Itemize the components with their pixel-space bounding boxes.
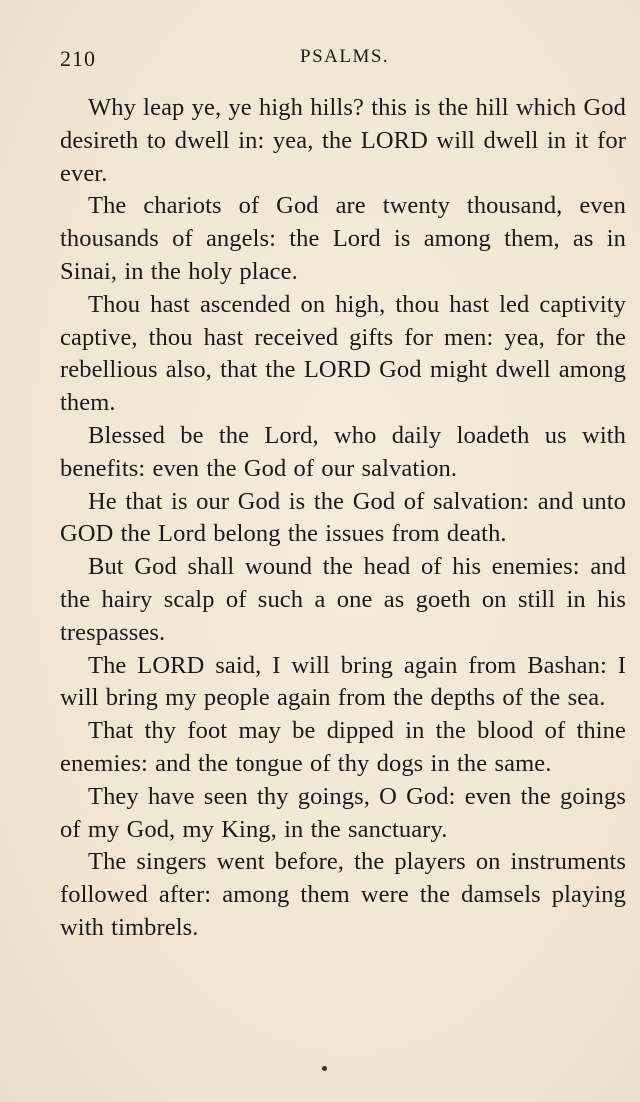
- verse-list: [60, 92, 626, 945]
- verse-paragraph: Why leap ye, ye high hills? this is the hill which God desireth to dwell in: yea, the LORD will dwell in it for ever.: [60, 94, 626, 187]
- verse-paragraph: The chariots of God are twenty thousand, even thousands of angels: the Lord is among them, as in Sinai, in the holy place.: [60, 192, 626, 285]
- verse-paragraph: Thou hast ascended on high, thou hast led captivity captive, thou hast received gifts for men: yea, for the rebellious also, that the LORD God might dwell among them.: [60, 290, 626, 417]
- verse-paragraph: The LORD said, I will bring again from Bashan: I will bring my people again from the depths of the sea.: [60, 651, 626, 712]
- verse-paragraph: He that is our God is the God of salvation: and unto GOD the Lord belong the issues from death.: [60, 487, 626, 548]
- verse-paragraph: Blessed be the Lord, who daily loadeth us with benefits: even the God of our salvation.: [60, 421, 626, 482]
- verse-paragraph: But God shall wound the head of his enemies: and the hairy scalp of such a one as goeth on still in his trespasses.: [60, 553, 626, 646]
- verse-paragraph: The singers went before, the players on instruments followed after: among them were the damsels playing with timbrels.: [60, 848, 626, 941]
- running-title: PSALMS.: [300, 46, 390, 67]
- running-head: [60, 40, 626, 80]
- verse-paragraph: They have seen thy goings, O God: even the goings of my God, my King, in the sanctuary.: [60, 782, 626, 843]
- verse-paragraph: That thy foot may be dipped in the blood of thine enemies: and the tongue of thy dogs in the same.: [60, 717, 626, 777]
- printer-dot-mark: [322, 1066, 327, 1071]
- page-number: 210: [60, 46, 96, 71]
